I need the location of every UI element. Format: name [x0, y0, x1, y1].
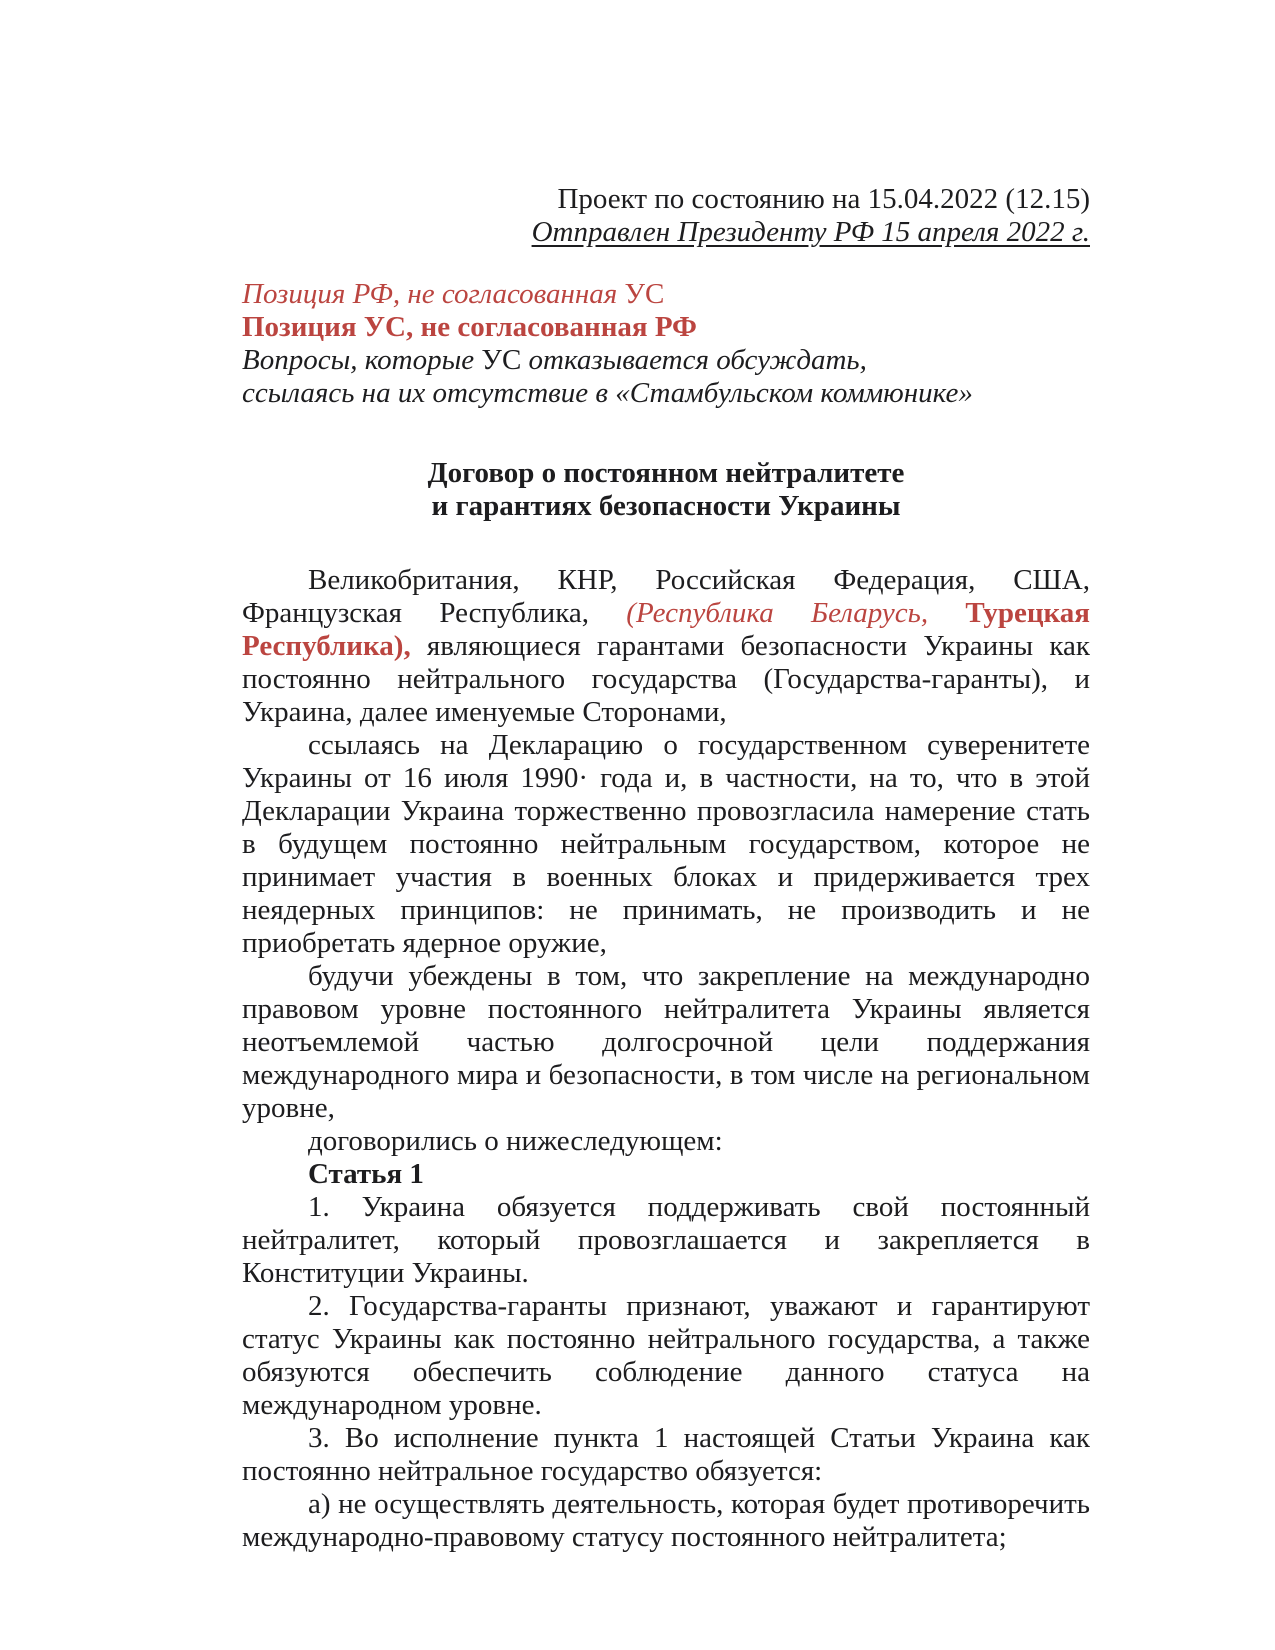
article-1-clause-2: 2. Государства-гаранты признают, уважают и гарантируют статус Украины как постоянно нейтрального государства, а также обязуются обеспечить соблюдение данного статуса на международном уровне.: [242, 1290, 1090, 1421]
article-1-heading: Статья 1: [308, 1158, 424, 1190]
legend-line-us-position: Позиция УС, не согласованная РФ: [242, 311, 697, 343]
legend-line-rf-position: [242, 278, 1090, 311]
parties-closing-text: являющиеся гарантами безопасности Украины как постоянно нейтрального государства (Государства-гаранты), и Украина, далее именуемые Сторонами,: [242, 630, 1090, 728]
preamble-paragraph-parties: [242, 564, 1090, 729]
legend-rf-position-us-abbrev: УС: [624, 278, 665, 310]
page-header: [242, 183, 1090, 249]
legend-questions-us-abbrev: УС: [481, 344, 522, 376]
preamble: [242, 564, 1090, 1158]
legend-line-questions-1: [242, 344, 1090, 377]
parties-turkey-red-bold: Турецкая Республика),: [242, 597, 1090, 662]
parties-belarus-red-italic: (Республика Беларусь,: [626, 597, 929, 629]
preamble-paragraph-agreed: договорились о нижеследующем:: [308, 1125, 723, 1157]
title-line-1: Договор о постоянном нейтралитете: [427, 457, 905, 489]
sent-to-president-line: Отправлен Президенту РФ 15 апреля 2022 г.: [531, 216, 1090, 248]
preamble-paragraph-declaration: ссылаясь на Декларацию о государственном суверенитете Украины от 16 июля 1990· года и, в частности, на то, что в этой Декларации Украина торжественно провозгласила намерение стать в будущем постоянно нейтральным государством, которое не принимает участия в военных блоках и придерживается трех неядерных принципов: не принимать, не производить и не приобретать ядерное оружие,: [242, 729, 1090, 959]
legend-questions-suffix: отказывается обсуждать,: [521, 344, 867, 376]
article-1-clause-1: 1. Украина обязуется поддерживать свой постоянный нейтралитет, который провозглашается и закрепляется в Конституции Украины.: [242, 1191, 1090, 1289]
title-line-2: и гарантиях безопасности Украины: [431, 490, 901, 522]
legend-questions-prefix: Вопросы, которые: [242, 344, 482, 376]
parties-main-text: Великобритания, КНР, Российская Федерация, США, Французская Республика,: [242, 564, 1090, 629]
draft-status-line: Проект по состоянию на 15.04.2022 (12.15): [557, 183, 1090, 215]
article-1-clause-3: 3. Во исполнение пункта 1 настоящей Статьи Украина как постоянно нейтральное государство обязуется:: [242, 1422, 1090, 1487]
color-marking-legend: [242, 278, 1090, 410]
legend-rf-position-text: Позиция РФ, не согласованная: [242, 278, 625, 310]
article-1-clause-3a: а) не осуществлять деятельность, которая будет противоречить международно-правовому статусу постоянного нейтралитета;: [242, 1488, 1090, 1553]
preamble-paragraph-conviction: будучи убеждены в том, что закрепление на международно правовом уровне постоянного нейтралитета Украины является неотъемлемой частью долгосрочной цели поддержания международного мира и безопасности, в том числе на региональном уровне,: [242, 960, 1090, 1124]
article-1: [242, 1158, 1090, 1554]
document-title: [242, 457, 1090, 523]
legend-line-questions-2: ссылаясь на их отсутствие в «Стамбульском коммюнике»: [242, 377, 973, 409]
